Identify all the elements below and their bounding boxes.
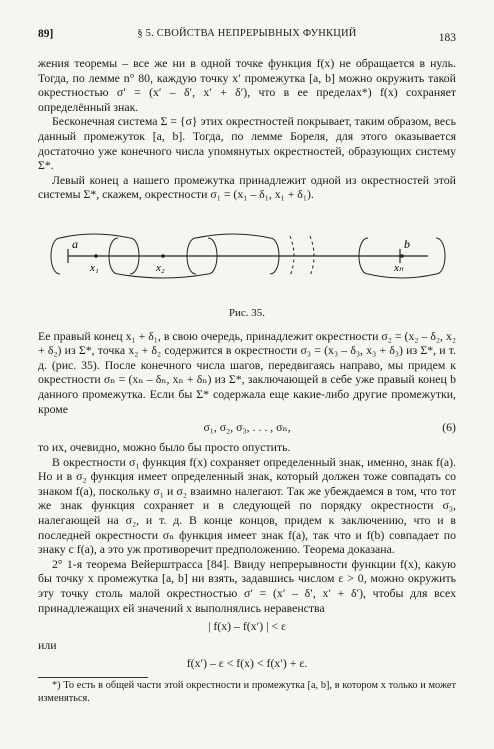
sigma2-arc [118, 274, 208, 278]
sigman-arc [368, 274, 436, 278]
paragraph-5: то их, очевидно, можно было бы просто опустить. [38, 440, 291, 455]
formula-7: | f(x) – f(x′) | < ε [208, 619, 286, 634]
label-a: a [72, 236, 78, 251]
paragraph-2: Бесконечная система Σ = {σ} этих окрестностей покрывает, таким образом, весь данный промежуток [a, b]. Тогда, по лемме Бореля, для этого оказывается достаточно уже конечного числа упомянутых окрестностей, образующих систему Σ*. [38, 114, 456, 173]
figure-35 [38, 208, 456, 304]
interval-diagram [38, 208, 456, 304]
label-x1: x₁ [90, 261, 99, 274]
label-x2: x₂ [156, 261, 165, 274]
label-b: b [404, 236, 410, 251]
footnote-rule [38, 677, 148, 678]
paragraph-6: В окрестности σ₁ функция f(x) сохраняет определенный знак, именно, знак f(a). Но и в σ₂ функция имеет определенный знак, который должен тоже совпадать со знаком f(a), поскольку σ₁ и σ₂ взаимно налегают. Так же убеждаемся в том, что тот же знак функция сохраняет и в следующей по порядку окрестности σ₃, налегающей на σ₂, и т. д. В конце концов, придем к заключению, что и в последней окрестности σₙ функция имеет знак f(a), так что и f(b) совпадает по знаку с f(a), а это уж противоречит предположению. Теорема доказана. [38, 454, 456, 557]
sigma1-arc [60, 234, 130, 238]
paragraph-1: жения теоремы – все же ни в одной точке функция f(x) не обращается в нуль. Тогда, по лемме n° 80, каждую точку x′ промежутка [a, b] можно окружить такой окрестностью σ′ = (x′ – δ′, x′ + δ′), что в ее пределах*) f(x) сохраняет определённый знак. [38, 56, 456, 114]
formula-8: f(x′) – ε < f(x) < f(x′) + ε. [186, 656, 308, 671]
point-x1 [94, 254, 98, 258]
paragraph-4: Ее правый конец x₁ + δ₁, в свою очередь, принадлежит окрестности σ₂ = (x₂ – δ₂, x₂ + δ₂) из Σ*, точка x₂ + δ₂ содержится в окрестности σ₃ = (x₃ – δ₃, x₃ + δ₃) из Σ*, и т. д. (рис. 35). После конечного числа шагов, передвигаясь направо, мы придем к окрестности σₙ = (xₙ – δₙ, xₙ + δₙ) из Σ*, заключающей в себе уже правый конец b данного промежутка. Если бы Σ* содержала еще какие-либо другие промежутки, кроме [38, 328, 456, 416]
sigman-right-bracket [436, 238, 445, 274]
formula-6 [38, 420, 456, 436]
sigma3-arc [196, 234, 270, 238]
section-title: § 5. СВОЙСТВА НЕПРЕРЫВНЫХ ФУНКЦИЙ [137, 28, 357, 39]
figure-caption: Рис. 35. [228, 306, 266, 319]
footnote: *) То есть в общей части этой окрестности и промежутка [a, b], в котором x только и может изменяться. [38, 680, 456, 704]
page-number-right: 183 [438, 32, 456, 44]
running-header [38, 28, 456, 48]
formula-6-number: (6) [442, 420, 456, 435]
paragraph-3: Левый конец a нашего промежутка принадлежит одной из окрестностей этой системы Σ*, скажем, окрестности σ₁ = (x₁ – δ₁, x₁ + δ₁). [38, 172, 456, 202]
word-or: или [38, 637, 57, 652]
main-text [38, 56, 456, 705]
point-x2 [161, 254, 165, 258]
paragraph-7: 2° 1-я теорема Вейерштрасса [84]. Ввиду непрерывности функции f(x), какую бы точку x промежутка [a, b] ни взять, задавшись числом ε > 0, можно окружить эту точку столь малой окрестностью σ′ = (x′ – δ′, x′ + δ′), чтобы для всех принадлежащих ей значений x выполнялись неравенства [38, 556, 456, 615]
label-xn: xₙ [394, 261, 404, 274]
formula-6-expression: σ₁, σ₂, σ₃, . . . , σₙ, [203, 420, 291, 435]
point-xn [400, 254, 404, 258]
sigma1-left-bracket [51, 238, 60, 274]
page-number-left: 89] [38, 28, 54, 40]
